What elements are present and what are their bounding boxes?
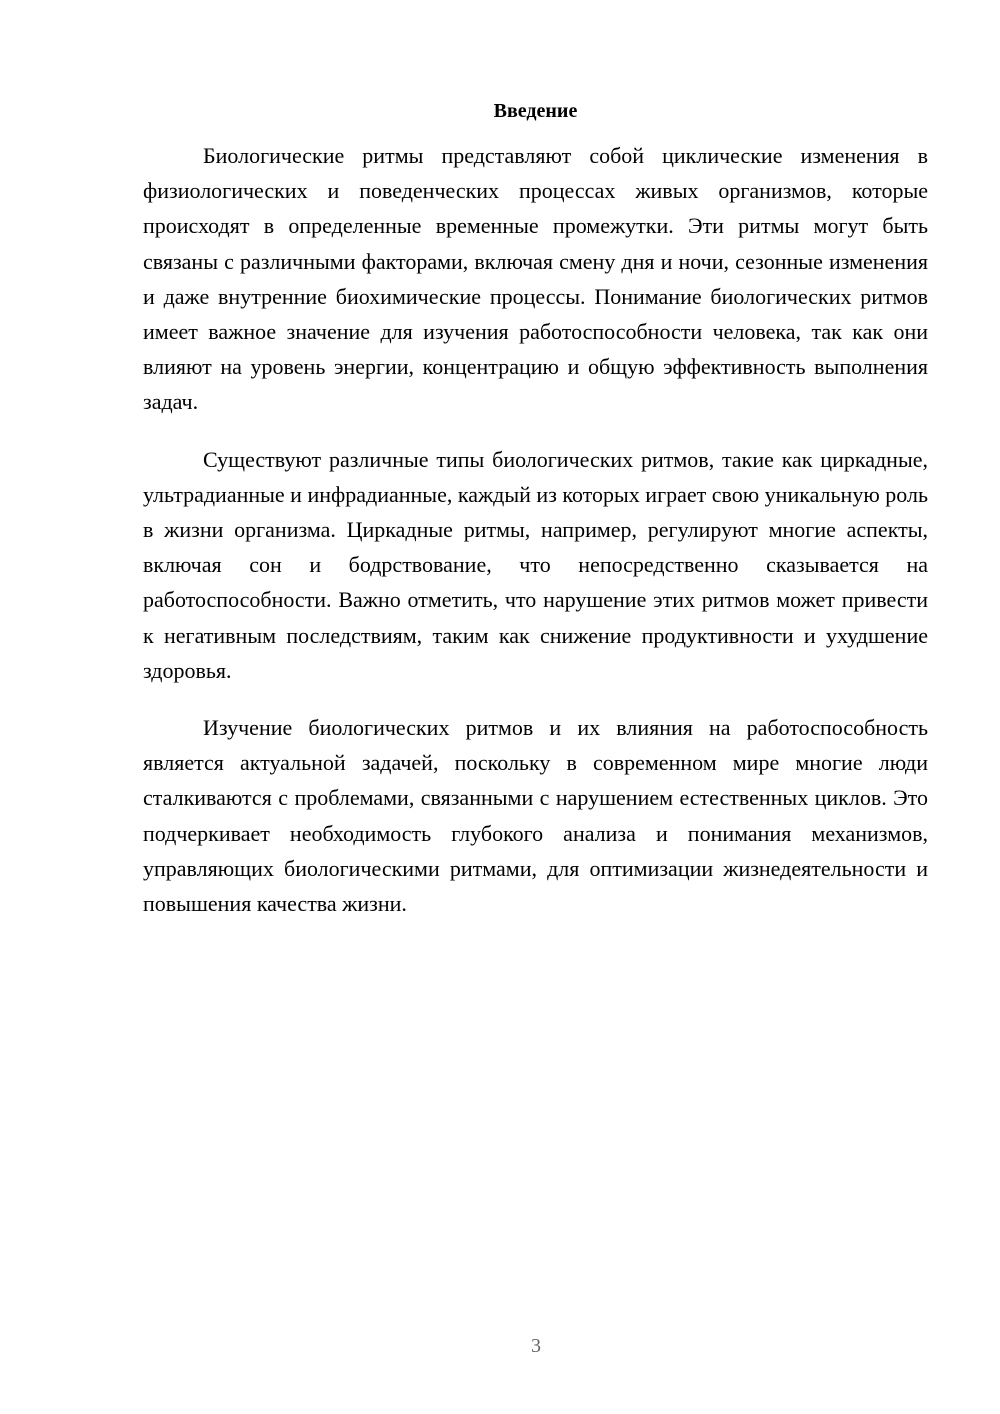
page-number: 3 — [531, 1335, 541, 1357]
page-content — [143, 96, 928, 943]
paragraph-1: Биологические ритмы представляют собой циклические изменения в физиологических и поведенческих процессах живых организмов, которые происходят в определенные временные промежутки. Эти ритмы могут быть связаны с различными факторами, включая смену дня и ночи, сезонные изменения и даже внутренние биохимические процессы. Понимание биологических ритмов имеет важное значение для изучения работоспособности человека, так как они влияют на уровень энергии, концентрацию и общую эффективность выполнения задач. — [143, 143, 928, 415]
section-heading: Введение — [493, 100, 578, 122]
paragraph-3: Изучение биологических ритмов и их влияния на работоспособность является актуальной задачей, поскольку в современном мире многие люди сталкиваются с проблемами, связанными с нарушением естественных циклов. Это подчеркивает необходимость глубокого анализа и понимания механизмов, управляющих биологическими ритмами, для оптимизации жизнедеятельности и повышения качества жизни. — [143, 715, 928, 917]
paragraph-2: Существуют различные типы биологических ритмов, такие как циркадные, ультрадианные и инфрадианные, каждый из которых играет свою уникальную роль в жизни организма. Циркадные ритмы, например, регулируют многие аспекты, включая сон и бодрствование, что непосредственно сказывается на работоспособности. Важно отметить, что нарушение этих ритмов может привести к негативным последствиям, таким как снижение продуктивности и ухудшение здоровья. — [143, 446, 928, 683]
